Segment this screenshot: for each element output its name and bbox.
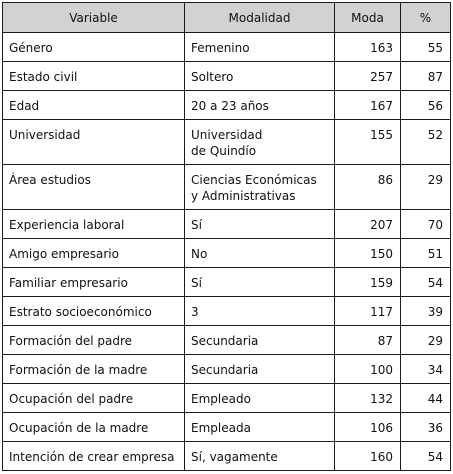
table-row bbox=[3, 297, 451, 326]
cell-moda: 86 bbox=[335, 165, 401, 210]
cell-percent: 54 bbox=[401, 442, 451, 471]
header-modalidad: Modalidad bbox=[185, 3, 335, 33]
cell-percent: 51 bbox=[401, 239, 451, 268]
cell-variable: Estrato socioeconómico bbox=[3, 297, 185, 326]
cell-percent: 36 bbox=[401, 413, 451, 442]
table-row bbox=[3, 210, 451, 239]
cell-moda: 155 bbox=[335, 120, 401, 165]
table-row bbox=[3, 239, 451, 268]
cell-percent: 87 bbox=[401, 62, 451, 91]
cell-modalidad: Femenino bbox=[185, 33, 335, 62]
cell-moda: 257 bbox=[335, 62, 401, 91]
table-row bbox=[3, 268, 451, 297]
cell-percent: 55 bbox=[401, 33, 451, 62]
cell-variable: Intención de crear empresa bbox=[3, 442, 185, 471]
table-row bbox=[3, 442, 451, 471]
cell-percent: 56 bbox=[401, 91, 451, 120]
cell-variable: Formación de la madre bbox=[3, 355, 185, 384]
cell-moda: 87 bbox=[335, 326, 401, 355]
cell-percent: 44 bbox=[401, 384, 451, 413]
table-row bbox=[3, 165, 451, 210]
cell-variable: Experiencia laboral bbox=[3, 210, 185, 239]
cell-variable: Universidad bbox=[3, 120, 185, 165]
cell-percent: 29 bbox=[401, 326, 451, 355]
table-row bbox=[3, 120, 451, 165]
cell-percent: 52 bbox=[401, 120, 451, 165]
table-row bbox=[3, 62, 451, 91]
cell-modalidad: Empleado bbox=[185, 384, 335, 413]
cell-modalidad: Sí bbox=[185, 268, 335, 297]
cell-moda: 100 bbox=[335, 355, 401, 384]
header-row bbox=[3, 3, 451, 33]
cell-modalidad: Ciencias Económicas y Administrativas bbox=[185, 165, 335, 210]
header-moda: Moda bbox=[335, 3, 401, 33]
table-header bbox=[3, 3, 451, 33]
cell-percent: 70 bbox=[401, 210, 451, 239]
cell-moda: 106 bbox=[335, 413, 401, 442]
cell-variable: Género bbox=[3, 33, 185, 62]
cell-moda: 167 bbox=[335, 91, 401, 120]
cell-moda: 159 bbox=[335, 268, 401, 297]
cell-modalidad: 20 a 23 años bbox=[185, 91, 335, 120]
cell-modalidad: Empleada bbox=[185, 413, 335, 442]
mode-summary-table bbox=[2, 2, 451, 471]
cell-variable: Amigo empresario bbox=[3, 239, 185, 268]
cell-variable: Ocupación de la madre bbox=[3, 413, 185, 442]
table-row bbox=[3, 413, 451, 442]
header-variable: Variable bbox=[3, 3, 185, 33]
cell-percent: 54 bbox=[401, 268, 451, 297]
table-row bbox=[3, 91, 451, 120]
table-row bbox=[3, 326, 451, 355]
cell-moda: 207 bbox=[335, 210, 401, 239]
cell-variable: Área estudios bbox=[3, 165, 185, 210]
cell-variable: Formación del padre bbox=[3, 326, 185, 355]
cell-variable: Edad bbox=[3, 91, 185, 120]
cell-moda: 163 bbox=[335, 33, 401, 62]
table-row bbox=[3, 355, 451, 384]
cell-modalidad: Secundaria bbox=[185, 355, 335, 384]
cell-percent: 34 bbox=[401, 355, 451, 384]
cell-moda: 132 bbox=[335, 384, 401, 413]
table-body bbox=[3, 33, 451, 471]
cell-modalidad: Sí bbox=[185, 210, 335, 239]
table-row bbox=[3, 33, 451, 62]
cell-modalidad: No bbox=[185, 239, 335, 268]
cell-modalidad: Secundaria bbox=[185, 326, 335, 355]
cell-modalidad: Universidad de Quindío bbox=[185, 120, 335, 165]
cell-percent: 29 bbox=[401, 165, 451, 210]
cell-variable: Ocupación del padre bbox=[3, 384, 185, 413]
cell-modalidad: Soltero bbox=[185, 62, 335, 91]
table-row bbox=[3, 384, 451, 413]
cell-modalidad: Sí, vagamente bbox=[185, 442, 335, 471]
cell-moda: 160 bbox=[335, 442, 401, 471]
cell-moda: 150 bbox=[335, 239, 401, 268]
cell-percent: 39 bbox=[401, 297, 451, 326]
cell-moda: 117 bbox=[335, 297, 401, 326]
cell-variable: Familiar empresario bbox=[3, 268, 185, 297]
cell-variable: Estado civil bbox=[3, 62, 185, 91]
cell-modalidad: 3 bbox=[185, 297, 335, 326]
header-percent: % bbox=[401, 3, 451, 33]
